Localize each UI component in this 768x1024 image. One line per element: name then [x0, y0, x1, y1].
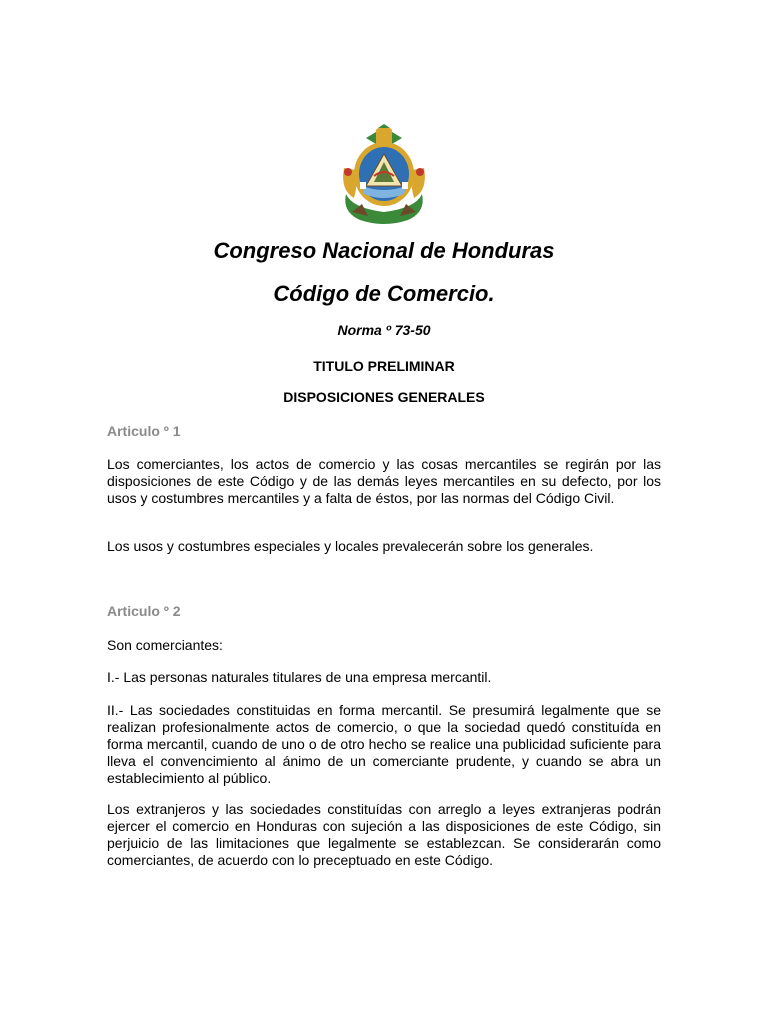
article-2-paragraph-2: I.- Las personas naturales titulares de una empresa mercantil. — [107, 669, 492, 685]
coat-of-arms-icon — [338, 124, 430, 226]
institution-title: Congreso Nacional de Honduras — [213, 238, 555, 263]
article-1-heading: Articulo º 1 — [107, 423, 181, 439]
article-2-paragraph-1: Son comerciantes: — [107, 637, 223, 653]
article-2-paragraph-3: II.- Las sociedades constituidas en forma mercantil. Se presumirá legalmente que se realizan profesionalmente actos de comercio, o que la sociedad quedó constituída en forma mercantil, cuando de uno o de otro hecho se realice una publicidad suficiente para lleva el convencimiento al ánimo de un comerciante prudente, y cuando se abra un establecimiento al público. — [107, 702, 661, 786]
article-1-paragraph-2: Los usos y costumbres especiales y locales prevalecerán sobre los generales. — [107, 538, 594, 554]
document-title: Código de Comercio. — [273, 281, 495, 306]
article-2-heading: Articulo º 2 — [107, 603, 181, 619]
article-1-paragraph-1: Los comerciantes, los actos de comercio y las cosas mercantiles se regirán por las disposiciones de este Código y de las demás leyes mercantiles en su defecto, por los usos y costumbres mercantiles y a falta de éstos, por las normas del Código Civil. — [107, 456, 661, 506]
article-2-paragraph-4: Los extranjeros y las sociedades constituídas con arreglo a leyes extranjeras podrán ejercer el comercio en Honduras con sujeción a las disposiciones de este Código, sin perjuicio de las limitaciones que legalmente se establezcan. Se considerarán como comerciantes, de acuerdo con lo preceptuado en este Código. — [107, 801, 661, 868]
section-heading: DISPOSICIONES GENERALES — [283, 389, 485, 405]
titulo-heading: TITULO PRELIMINAR — [313, 358, 455, 374]
norma-number: Norma º 73-50 — [337, 322, 431, 338]
